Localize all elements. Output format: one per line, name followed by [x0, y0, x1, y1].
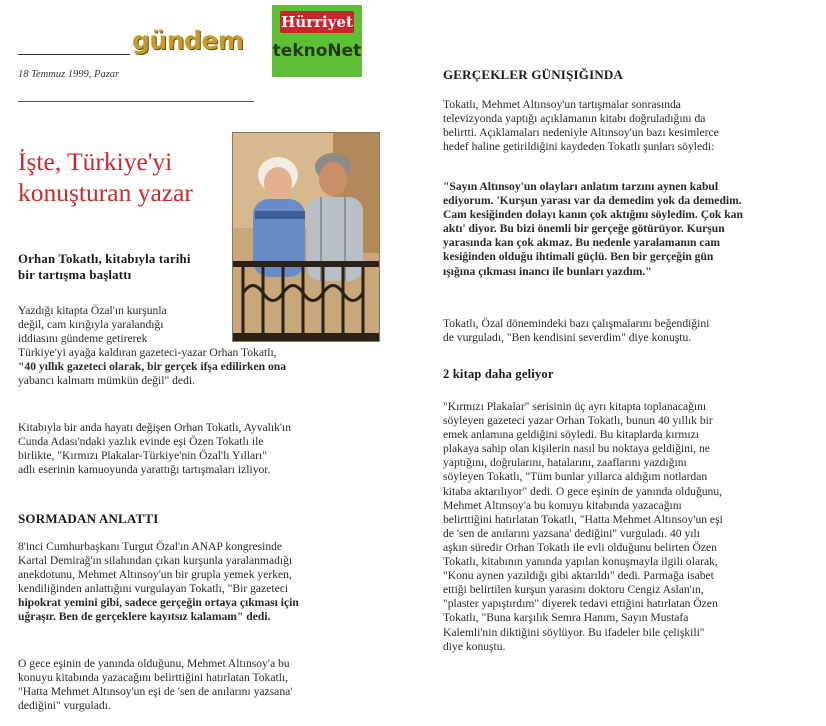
text-line: hedef haline getirildiğini kaydeden Tokatlı şunları söyledi:	[443, 140, 715, 154]
text-line: Tokatlı, Mehmet Altınsoy'un tartışmalar sonrasında	[443, 98, 681, 111]
text-line: kendiliğinden anlattığını vurgulayan Tokatlı, "Bir gazeteci	[18, 582, 289, 596]
text-line: uğraşır. Ben de gerçeklere kayıtsız kalamam" dedi.	[18, 610, 271, 624]
text-line: değil, cam kırığıyla yaralandığı	[18, 318, 164, 332]
text-line: aktı' diyor. Bu bizi önemli bir gerçeğe götürüyor. Kurşun	[443, 222, 725, 236]
text-line: yarasında kan çok akmaz. Bu nedenle yaralamanın cam	[443, 236, 720, 250]
text-line: Tokatlı, "Buna karşılık Semra Hanım, Sayın Mustafa	[443, 611, 689, 625]
text-line: belirtti. Açıklamaları nedeniyle Altınsoy'un bazı kesimlerce	[443, 126, 719, 140]
right-paragraph-1	[443, 98, 823, 154]
text-line: ışığına çıkması inancı ile bunları yazdım."	[443, 264, 652, 278]
text-line: Tokatlı, Özal dönemindeki bazı çalışmalarını beğendiğini	[443, 317, 710, 330]
text-line: yabancı kalmam mümkün değil" dedi.	[18, 374, 195, 388]
text-line: de 'sen de anılarını yazsana' dediğini" vurguladı. 40 yılı	[443, 526, 700, 540]
text-line: Kartal Demirağ'ın silahından çıkan kurşunla yaralanmadığı	[18, 554, 293, 568]
left-paragraph-1	[18, 304, 418, 389]
text-line: Türkiye'yi ayağa kaldıran gazeteci-yazar Orhan Tokatlı,	[18, 346, 277, 360]
section-heading-gercekler: GERÇEKLER GÜNIŞIĞINDA	[443, 67, 624, 82]
article-title	[18, 146, 233, 208]
text-line: Tokatlı, kitabının yanında yapılan konuşmayla ilgili olarak,	[443, 555, 718, 569]
text-line: de vurguladı, "Ben kendisini severdim" diye konuştu.	[443, 331, 692, 345]
text-line: "Kırmızı Plakalar" serisinin üç ayrı kitapta toplanacağını	[443, 400, 707, 413]
text-line: Kitabıyla bir anda hayatı değişen Orhan Tokatlı, Ayvalık'ın	[18, 421, 292, 434]
text-line: kitaba aktarılıyor" dedi. O gece eşinin de yanında olduğunu,	[443, 484, 723, 498]
article-title-line: İşte, Türkiye'yi	[18, 147, 173, 176]
text-line: Mehmet Altınsoy'a bu konuyu kitabında yazacağını	[443, 498, 682, 512]
text-line: birlikte, "Kırmızı Plakalar-Türkiye'nin Özal'lı Yılları"	[18, 449, 267, 463]
logo-teknonet-text: teknoNet	[272, 41, 362, 61]
text-line: televizyonda yaptığı açıklamanın kitabı doğruladığını da	[443, 112, 706, 126]
text-line: dediğini" vurguladı.	[18, 699, 111, 713]
text-line: iddiasını gündeme getirerek	[18, 332, 148, 346]
text-line: kesiğinden olduğu ihtimali güçlü. Ben bir gerçeğin gün	[443, 250, 714, 264]
left-paragraph-3	[18, 540, 418, 625]
subtitle-line: bir tartışma başlattı	[18, 268, 132, 282]
text-line: Kalemli'nin diktiğini söylüyor. Bu ifadeler bile çelişkili"	[443, 625, 705, 639]
section-heading-sormadan: SORMADAN ANLATTI	[18, 511, 159, 526]
section-heading-2-kitap: 2 kitap daha geliyor	[443, 367, 554, 381]
text-line: ediyorum. 'Kurşun yarası var da demedim yok da demedim.	[443, 194, 742, 208]
text-line: adlı eserinin kamuoyunda yarattığı tartışmaları izliyor.	[18, 463, 271, 477]
right-quote	[443, 180, 823, 279]
text-line: emek anlamına geldiğini söyledi. Bu kitaplarda kırmızı	[443, 428, 699, 442]
publication-date: 18 Temmuz 1999, Pazar	[18, 69, 120, 80]
text-line: Cam kesiğinden dolayı kanın çok aktığını söyledim. Çok kan	[443, 208, 743, 222]
logo-hurriyet-text: Hürriyet	[281, 13, 353, 31]
text-line: hipokrat yemini gibi, sadece gerçeğin ortaya çıkması için	[18, 596, 299, 610]
left-paragraph-4	[18, 657, 418, 713]
text-line: "Sayın Altınsoy'un olayları anlatım tarzını aynen kabul	[443, 180, 719, 193]
text-line: söyleyen Tokatlı, "Tüm bunlar yıllarca aldığım notlardan	[443, 470, 708, 484]
text-line: "Hatta Mehmet Altınsoy'un eşi de 'sen de anılarını yazsana'	[18, 685, 293, 699]
text-line: Cunda Adası'ndaki yazlık evinde eşi Özen Tokatlı ile	[18, 435, 264, 449]
text-line: "Konu aynen yazıldığı gibi aktarıldı" dedi. Parmağa isabet	[443, 569, 714, 583]
text-line: plakaya sahip olan kişilerin nasıl bu noktaya geldiğini, ne	[443, 442, 710, 456]
text-line: Yazdığı kitapta Özal'ın kurşunla	[18, 304, 167, 317]
text-line: "40 yıllık gazeteci olarak, bir gerçek ifşa edilirken ona	[18, 360, 287, 374]
text-line: konuyu kitabında yazacağını belirttiğini hatırlatan Tokatlı,	[18, 671, 289, 685]
article-subtitle	[18, 251, 191, 283]
text-line: diye konuştu.	[443, 639, 506, 653]
right-paragraph-4	[443, 400, 823, 654]
header-divider	[18, 101, 254, 102]
subtitle-line: Orhan Tokatlı, kitabıyla tarihi	[18, 252, 191, 266]
left-paragraph-2	[18, 421, 418, 477]
article-title-line: konuşturan yazar	[18, 178, 193, 207]
text-line: aşkın süredir Orhan Tokatlı ile evli olduğunu belirten Özen	[443, 540, 717, 554]
text-line: yaptığını, doğrularını, hatalarını, zaaflarını yazdığını	[443, 456, 687, 470]
text-line: "plaster yapıştırdım" diyerek tedavi ettiğini hatırlatan Özen	[443, 597, 718, 611]
section-rule	[18, 54, 130, 55]
hurriyet-teknonet-logo[interactable]	[272, 5, 362, 77]
text-line: söyleyen gazeteci yazar Orhan Tokatlı, bunun 40 yıllık bir	[443, 414, 713, 428]
text-line: belirttiğini hatırlatan Tokatlı, "Hatta Mehmet Altınsoy'un eşi	[443, 512, 723, 526]
right-paragraph-3	[443, 317, 823, 345]
text-line: 8'inci Cumhurbaşkanı Turgut Özal'ın ANAP kongresinde	[18, 540, 283, 553]
text-line: ettiği belirtilen kurşun yarasını doktoru Cengiz Aslan'ın,	[443, 583, 704, 597]
text-line: O gece eşinin de yanında olduğunu, Mehmet Altınsoy'a bu	[18, 657, 290, 670]
section-title: gündem	[132, 26, 244, 55]
text-line: anekdotunu, Mehmet Altınsoy'un bir grupla yemek yerken,	[18, 568, 292, 582]
